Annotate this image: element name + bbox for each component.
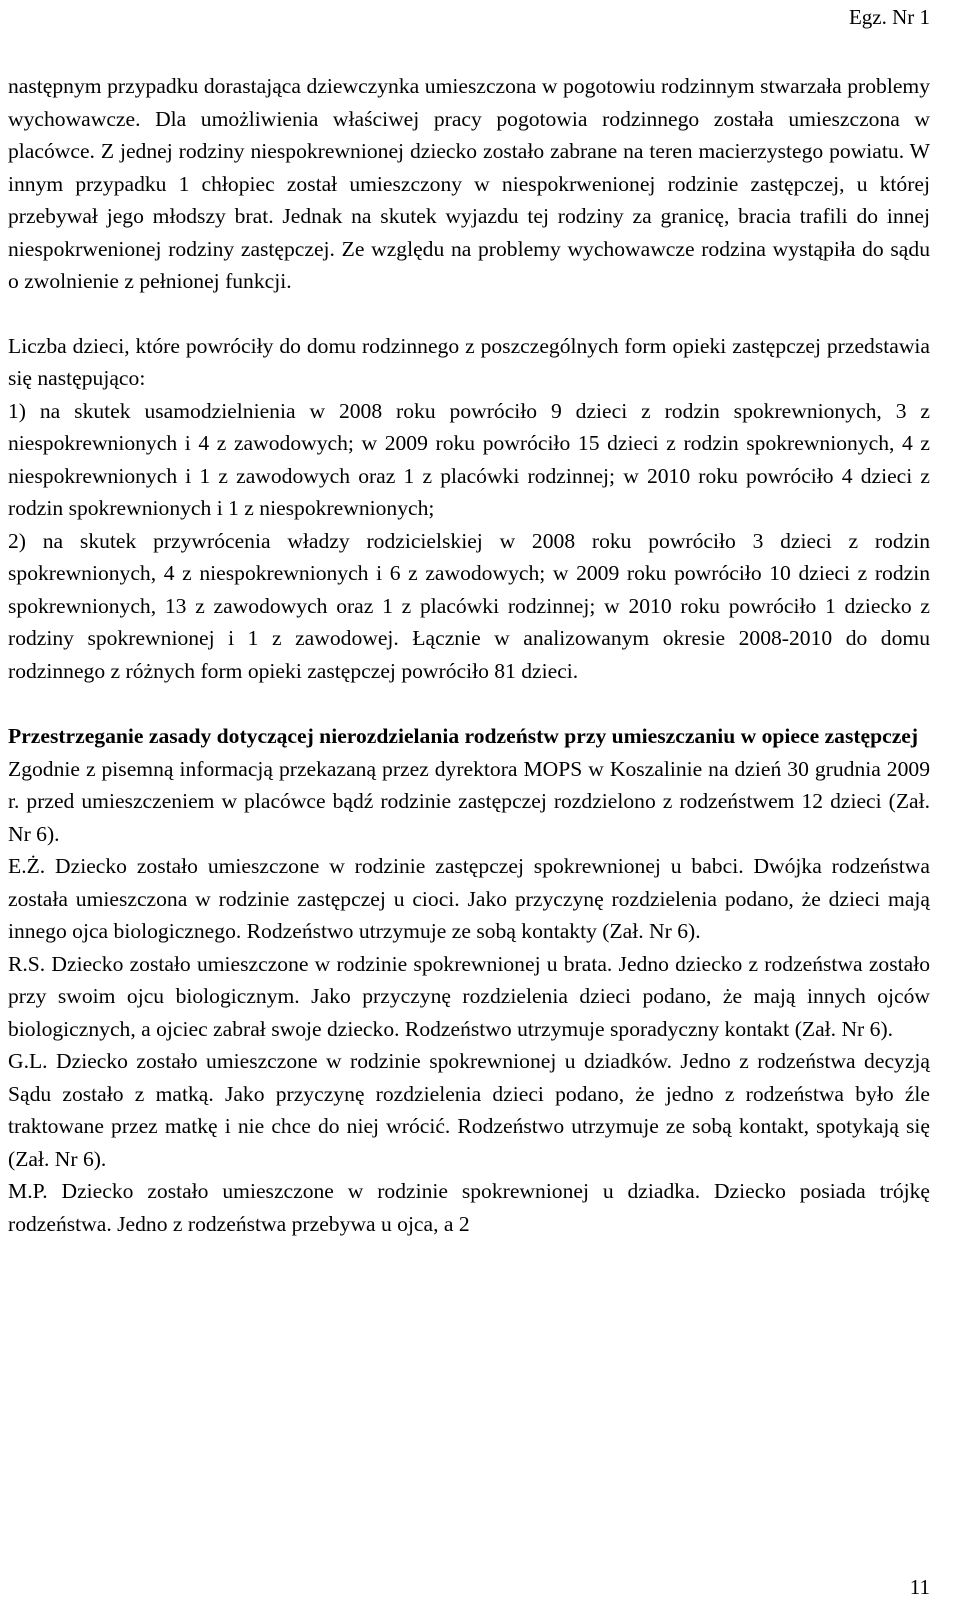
- case-rs: R.S. Dziecko zostało umieszczone w rodzinie spokrewnionej u brata. Jedno dziecko z rodzeństwa zostało przy swoim ojcu biologicznym. Jako przyczynę rozdzielenia dzieci podano, że mają innych ojców biologicznych, a ojciec zabrał swoje dziecko. Rodzeństwo utrzymuje sporadyczny kontakt (Zał. Nr 6).: [8, 951, 930, 1041]
- paragraph-mops-information: Zgodnie z pisemną informacją przekazaną przez dyrektora MOPS w Koszalinie na dzień 30 grudnia 2009 r. przed umieszczeniem w placówce bądź rodzinie zastępczej rozdzielono z rodzeństwem 12 dzieci (Zał. Nr 6).: [8, 756, 930, 846]
- case-gl: G.L. Dziecko zostało umieszczone w rodzinie spokrewnionej u dziadków. Jedno z rodzeństwa decyzją Sądu zostało z matką. Jako przyczynę rozdzielenia dzieci podano, że jedno z rodzeństwa było źle traktowane przez matkę i nie chce do niej wrócić. Rodzeństwo utrzymuje ze sobą kontakt, spotykają się (Zał. Nr 6).: [8, 1049, 930, 1171]
- copy-number-label: Egz. Nr 1: [848, 5, 930, 29]
- page-number: 11: [909, 1575, 930, 1599]
- list-item-independence: 1) na skutek usamodzielnienia w 2008 roku powróciło 9 dzieci z rodzin spokrewnionych, 3 z niespokrewnionych i 4 z zawodowych; w 2009 roku powróciło 15 dzieci z rodzin spokrewnionych, 4 z niespokrewnionych i 1 z zawodowych oraz 1 z placówki rodzinnej; w 2010 roku powróciło 4 dzieci z rodzin spokrewnionych i 1 z niespokrewnionych;: [8, 398, 930, 520]
- list-item-parental-authority: 2) na skutek przywrócenia władzy rodzicielskiej w 2008 roku powróciło 3 dzieci z rodzin spokrewnionych, 4 z niespokrewnionych i 6 z zawodowych; w 2009 roku powróciło 10 dzieci z rodzin spokrewnionych, 13 z zawodowych oraz 1 z placówki rodzinnej; w 2010 roku powróciło 1 dziecko z rodziny spokrewnionej i 1 z zawodowej. Łącznie w analizowanym okresie 2008-2010 do domu rodzinnego z różnych form opieki zastępczej powróciło 81 dzieci.: [8, 528, 930, 683]
- document-body: [8, 70, 930, 1240]
- paragraph-placement-cases: następnym przypadku dorastająca dziewczynka umieszczona w pogotowiu rodzinnym stwarzała problemy wychowawcze. Dla umożliwienia właściwej pracy pogotowia rodzinnego została umieszczona w placówce. Z jednej rodziny niespokrewnionej dziecko zostało zabrane na teren macierzystego powiatu. W innym przypadku 1 chłopiec został umieszczony w niespokrwenionej rodzinie zastępczej, u której przebywał jego młodszy brat. Jednak na skutek wyjazdu tej rodziny za granicę, bracia trafili do innej niespokrwenionej rodziny zastępczej. Ze względu na problemy wychowawcze rodzina wystąpiła do sądu o zwolnienie z pełnionej funkcji.: [8, 74, 930, 293]
- section-heading: Przestrzeganie zasady dotyczącej nierozdzielania rodzeństw przy umieszczaniu w opiece zastępczej: [8, 724, 919, 748]
- paragraph-returned-children-intro: Liczba dzieci, które powróciły do domu rodzinnego z poszczególnych form opieki zastępczej przedstawia się następująco:: [8, 333, 930, 390]
- case-mp: M.P. Dziecko zostało umieszczone w rodzinie spokrewnionej u dziadka. Dziecko posiada trójkę rodzeństwa. Jedno z rodzeństwa przebywa u ojca, a 2: [8, 1179, 930, 1236]
- case-ez: E.Ż. Dziecko zostało umieszczone w rodzinie zastępczej spokrewnionej u babci. Dwójka rodzeństwa została umieszczona w rodzinie zastępczej u cioci. Jako przyczynę rozdzielenia podano, że dzieci mają innego ojca biologicznego. Rodzeństwo utrzymuje ze sobą kontakty (Zał. Nr 6).: [8, 854, 930, 943]
